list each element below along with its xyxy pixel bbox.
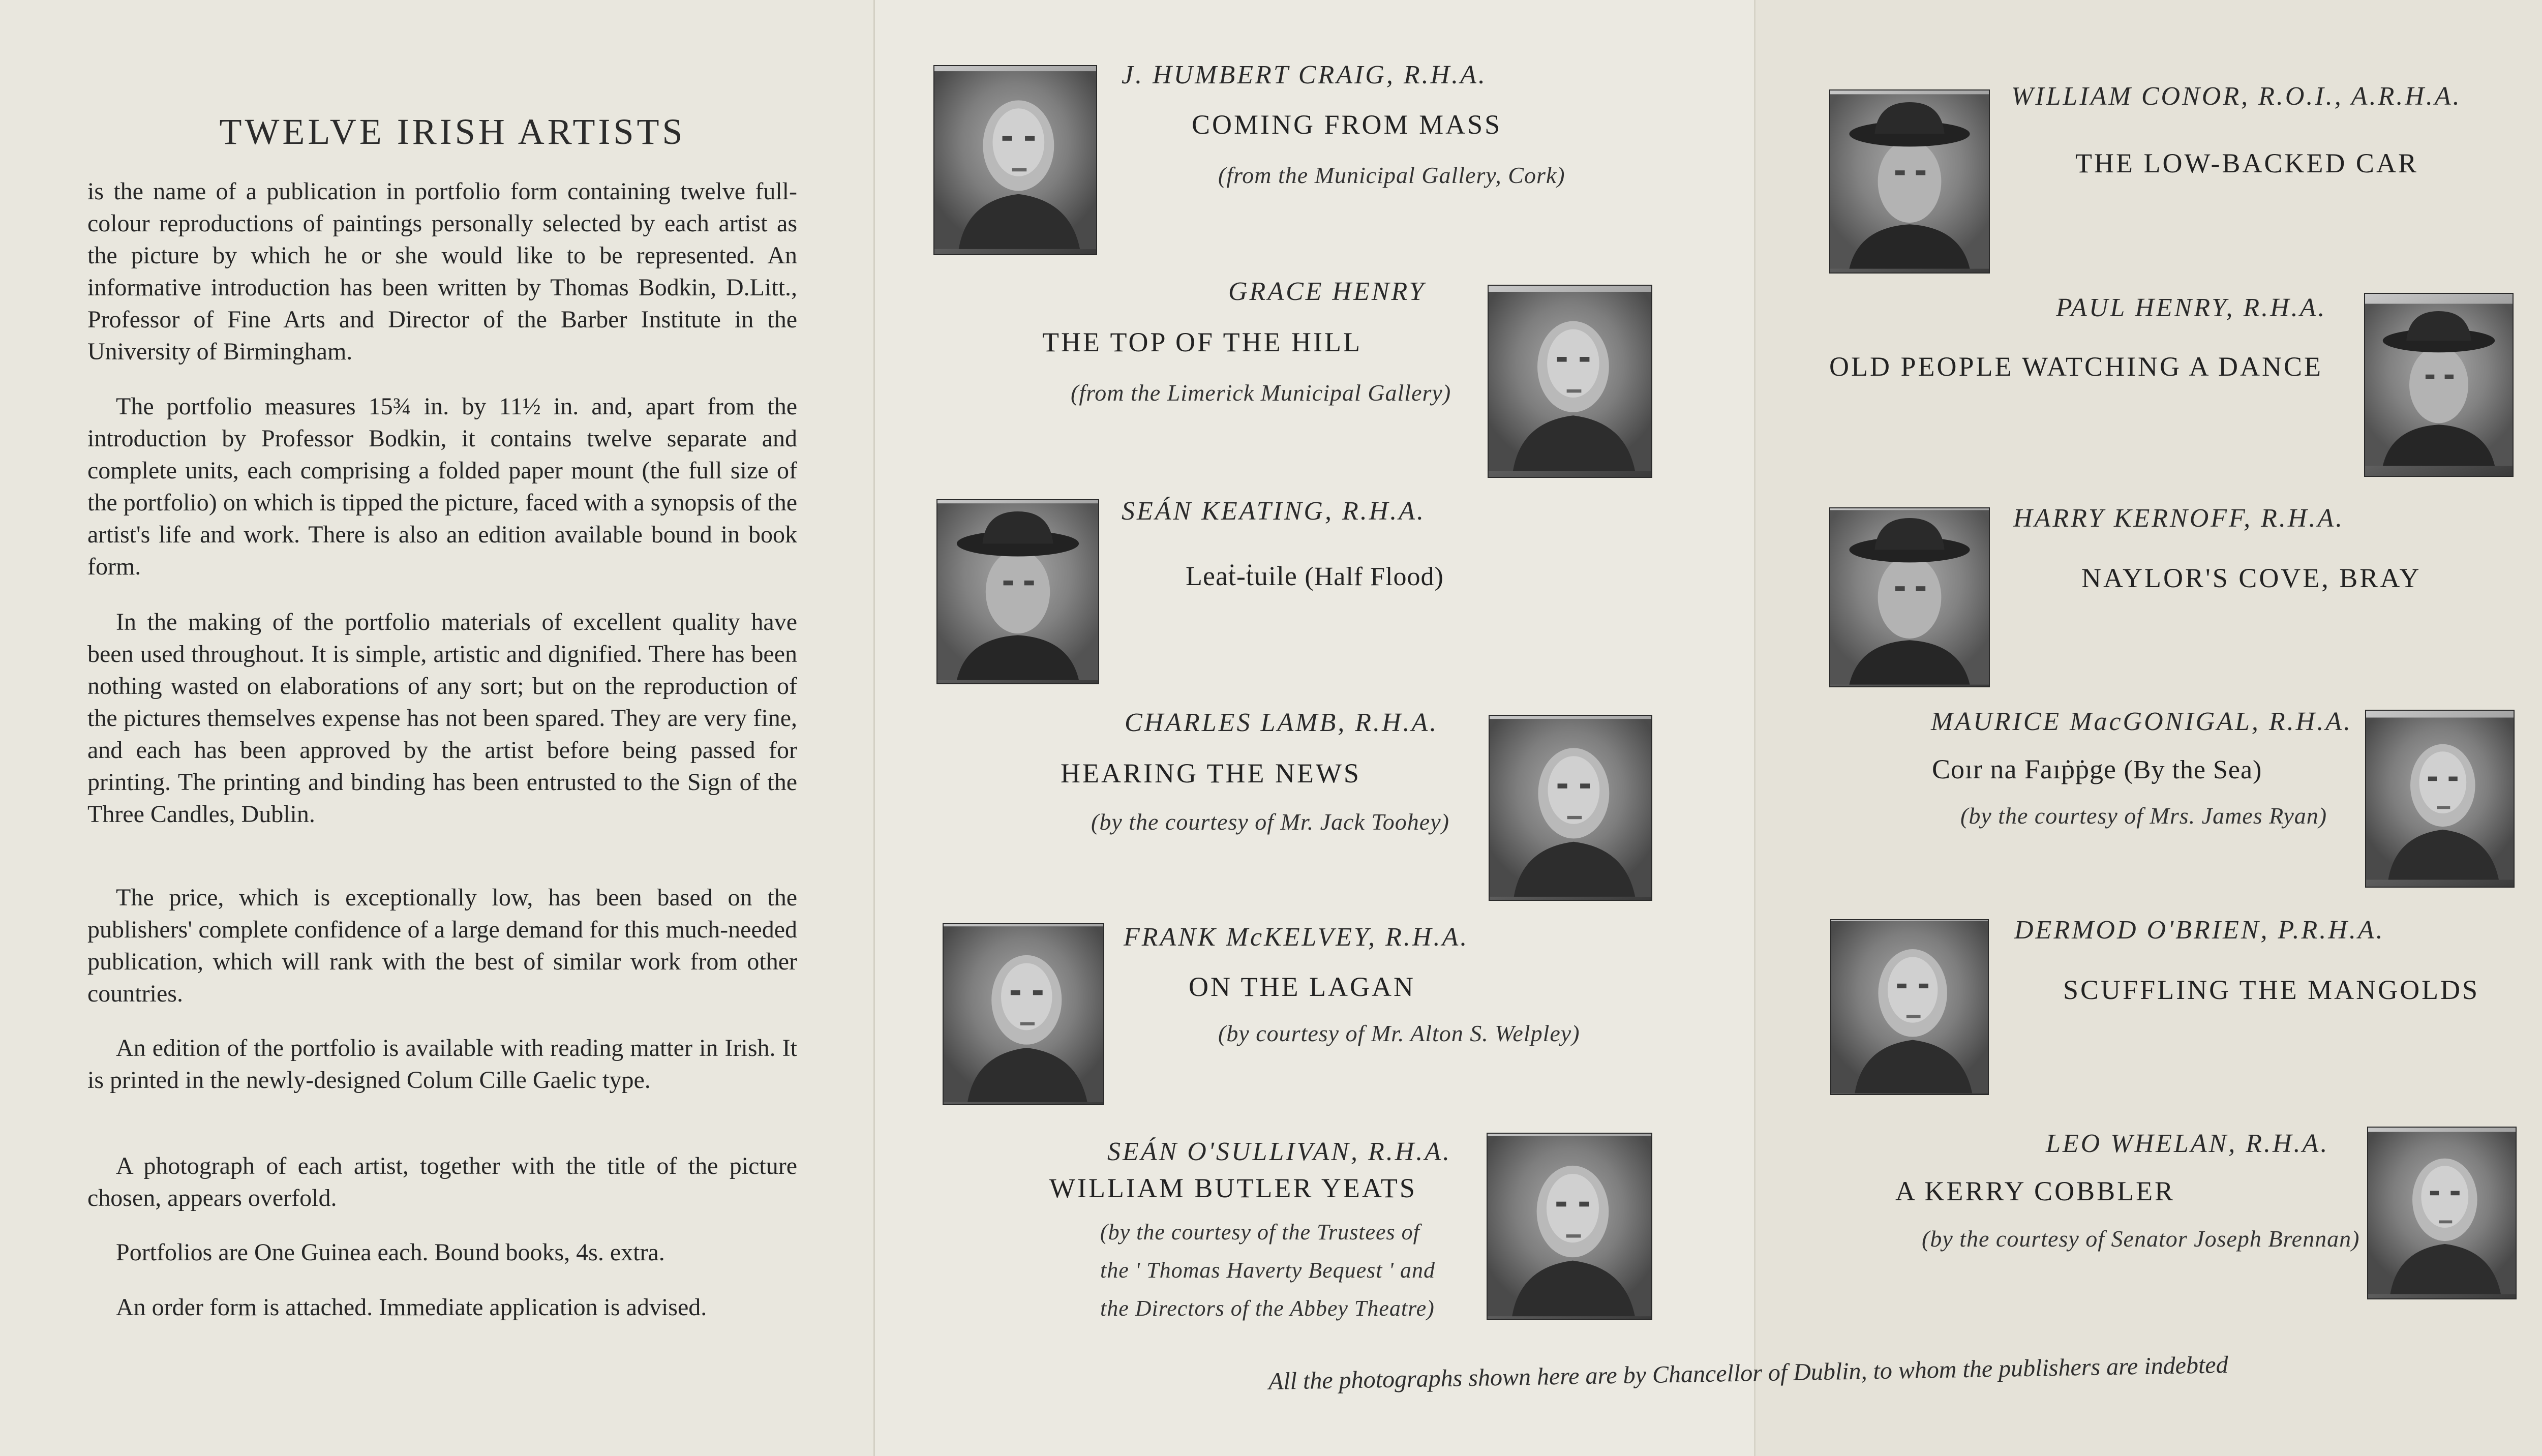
courtesy-osullivan xyxy=(1100,1213,1435,1327)
paragraph-materials: In the making of the portfolio materials of excellent quality have been used throughout. It is simple, artistic and dignified. There has been nothing wasted on elaborations of any sort; but on the reproduction of the pictures themselves expense has not been spared. They are very fine, and each has been approved by the artist before being passed for printing. The printing and binding has been entrusted to the Sign of the Three Candles, Dublin. xyxy=(87,609,797,828)
artist-name-paul-henry: PAUL HENRY, R.H.A. xyxy=(2056,293,2327,322)
painting-title-conor: THE LOW-BACKED CAR xyxy=(2075,148,2418,178)
paragraph-intro: is the name of a publication in portfolio form containing twelve full-colour reproductions of paintings personally selected by each artist as the picture by which he or she would like to be represented. An informative introduction has been written by Thomas Bodkin, D.Litt., Professor of Fine Arts and Director of the Barber Institute in the University of Birmingham. xyxy=(87,178,797,365)
artist-name-obrien: DERMOD O'BRIEN, P.R.H.A. xyxy=(2014,916,2385,945)
artist-name-osullivan: SEÁN O'SULLIVAN, R.H.A. xyxy=(1107,1137,1452,1166)
painting-title-paul-henry: OLD PEOPLE WATCHING A DANCE xyxy=(1829,351,2323,382)
painting-title-whelan: A KERRY COBBLER xyxy=(1895,1176,2175,1206)
portrait-photo-icon xyxy=(944,924,1103,1104)
painting-title-macgonigal xyxy=(1932,753,2262,785)
painting-title-macgonigal-gaelic: Coır na Faıṗṗge xyxy=(1932,754,2116,784)
left-page xyxy=(0,0,873,1456)
painting-title-lamb: HEARING THE NEWS xyxy=(1061,758,1361,788)
painting-title-keating-gaelic: Leaṫ-ṫuile xyxy=(1186,561,1297,591)
paragraph-photographs: A photograph of each artist, together with the title of the picture chosen, appears overfold. xyxy=(87,1152,797,1211)
portrait-photo-icon xyxy=(1490,716,1651,900)
portrait-photo-icon xyxy=(1488,1134,1651,1319)
paragraph-irish-edition: An edition of the portfolio is available with reading matter in Irish. It is printed in the newly-designed Colum Cille Gaelic type. xyxy=(87,1035,797,1094)
painting-title-craig: COMING FROM MASS xyxy=(1192,109,1502,140)
portrait-photo-icon xyxy=(2365,294,2513,476)
artist-name-lamb: CHARLES LAMB, R.H.A. xyxy=(1125,708,1439,737)
courtesy-macgonigal: (by the courtesy of Mrs. James Ryan) xyxy=(1960,803,2327,829)
portrait-photo-icon xyxy=(937,500,1098,683)
portrait-photo-icon xyxy=(1489,286,1651,477)
painting-title-keating-note: (Half Flood) xyxy=(1305,562,1444,591)
painting-title-keating xyxy=(1186,560,1444,592)
document-title: TWELVE IRISH ARTISTS xyxy=(219,111,686,152)
courtesy-whelan: (by the courtesy of Senator Joseph Brennan) xyxy=(1922,1226,2360,1252)
painting-title-obrien: SCUFFLING THE MANGOLDS xyxy=(2063,975,2480,1005)
portrait-photo-icon xyxy=(1830,90,1989,272)
photo-credit-footer: All the photographs shown here are by Chancellor of Dublin, to whom the publishers are indebted xyxy=(1268,1351,2229,1395)
portrait-photo-icon xyxy=(2366,711,2514,887)
painting-title-osullivan: WILLIAM BUTLER YEATS xyxy=(1049,1173,1417,1203)
courtesy-grace-henry: (from the Limerick Municipal Gallery) xyxy=(1071,380,1451,406)
artist-name-conor: WILLIAM CONOR, R.O.I., A.R.H.A. xyxy=(2011,82,2462,111)
artist-name-whelan: LEO WHELAN, R.H.A. xyxy=(2046,1129,2329,1158)
courtesy-lamb: (by the courtesy of Mr. Jack Toohey) xyxy=(1091,809,1449,835)
courtesy-mckelvey: (by courtesy of Mr. Alton S. Welpley) xyxy=(1218,1020,1580,1046)
painting-title-mckelvey: ON THE LAGAN xyxy=(1189,972,1415,1002)
portrait-photo-icon xyxy=(1830,508,1989,686)
paragraph-portfolio-size: The portfolio measures 15¾ in. by 11½ in. and, apart from the introduction by Professor Bodkin, it contains twelve separate and complete units, each comprising a folded paper mount (the full size of the portfolio) on which is tipped the picture, faced with a synopsis of the artist's life and work. There is also an edition available bound in book form. xyxy=(87,393,797,580)
courtesy-osullivan-line-3: the Directors of the Abbey Theatre) xyxy=(1100,1296,1435,1321)
paragraph-price: The price, which is exceptionally low, has been based on the publishers' complete confidence of a large demand for this much-needed publication, which will rank with the best of similar work from other countries. xyxy=(87,884,797,1007)
painting-title-macgonigal-note: (By the Sea) xyxy=(2124,755,2262,784)
portrait-photo-icon xyxy=(934,66,1096,254)
courtesy-osullivan-line-1: (by the courtesy of the Trustees of xyxy=(1100,1220,1420,1245)
courtesy-craig: (from the Municipal Gallery, Cork) xyxy=(1218,162,1565,188)
artist-name-mckelvey: FRANK McKELVEY, R.H.A. xyxy=(1124,923,1469,952)
painting-title-kernoff: NAYLOR'S COVE, BRAY xyxy=(2081,563,2422,593)
artist-name-grace-henry: GRACE HENRY xyxy=(1228,277,1426,306)
courtesy-osullivan-line-2: the ' Thomas Haverty Bequest ' and xyxy=(1100,1258,1435,1283)
painting-title-grace-henry: THE TOP OF THE HILL xyxy=(1042,327,1362,357)
artist-name-craig: J. HUMBERT CRAIG, R.H.A. xyxy=(1122,60,1487,89)
artist-name-macgonigal: MAURICE MacGONIGAL, R.H.A. xyxy=(1931,707,2352,736)
artist-name-kernoff: HARRY KERNOFF, R.H.A. xyxy=(2013,504,2345,533)
portrait-photo-icon xyxy=(2368,1128,2516,1298)
paragraph-order-form: An order form is attached. Immediate application is advised. xyxy=(116,1294,707,1321)
portrait-photo-icon xyxy=(1831,920,1988,1094)
artist-name-keating: SEÁN KEATING, R.H.A. xyxy=(1122,497,1426,526)
paragraph-prices: Portfolios are One Guinea each. Bound books, 4s. extra. xyxy=(116,1239,665,1266)
